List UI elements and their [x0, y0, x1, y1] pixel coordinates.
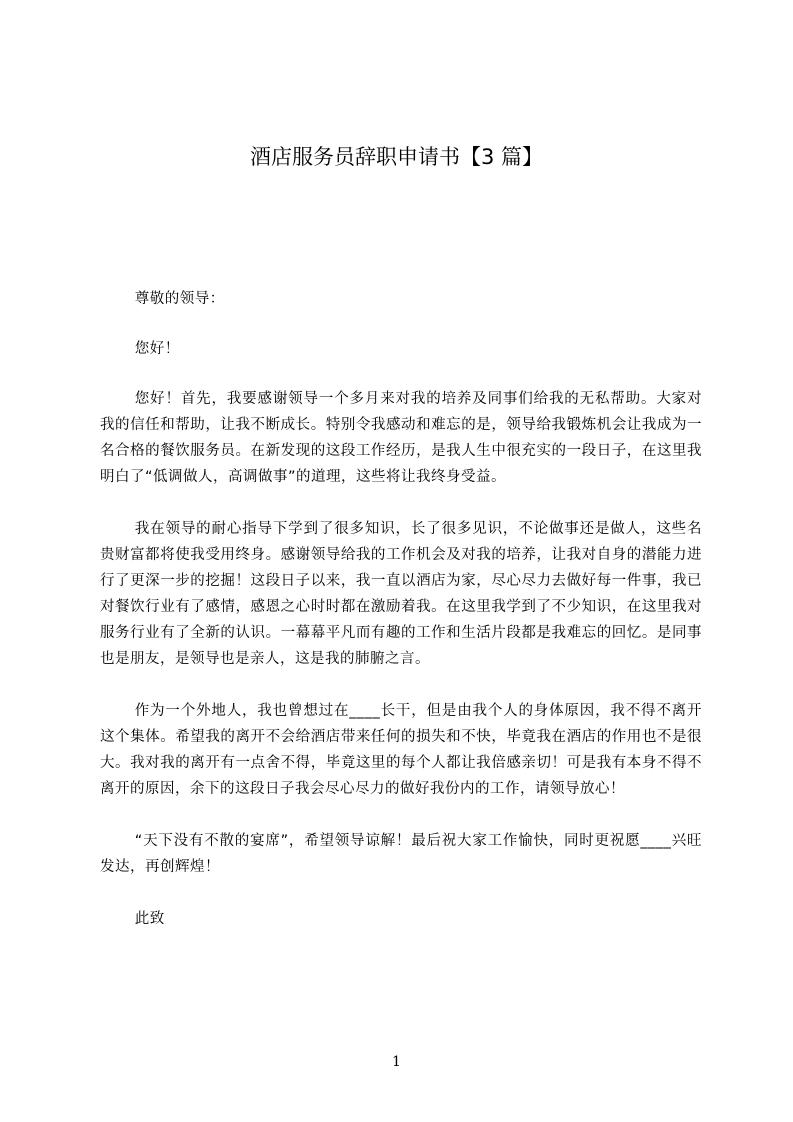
- letter-body: [100, 286, 702, 958]
- greeting: 您好！: [134, 341, 180, 357]
- paragraph-farewell: “天下没有不散的宴席”，希望领导谅解！最后祝大家工作愉快，同时更祝愿____兴旺发达，再创辉煌！: [100, 833, 702, 875]
- page-title: 酒店服务员辞职申请书【3 篇】: [249, 145, 544, 169]
- paragraph-learning: 我在领导的耐心指导下学到了很多知识，长了很多见识，不论做事还是做人，这些名贵财富都将使我受用终身。感谢领导给我的工作机会及对我的培养，让我对自身的潜能力进行了更深一步的挖掘！这段日子以来，我一直以酒店为家，尽心尽力去做好每一件事，我已对餐饮行业有了感情，感恩之心时时都在激励着我。在这里我学到了不少知识，在这里我对服务行业有了全新的认识。一幕幕平凡而有趣的工作和生活片段都是我难忘的回忆。是同事也是朋友，是领导也是亲人，这是我的肺腑之言。: [100, 521, 702, 667]
- paragraph-reason: 作为一个外地人，我也曾想过在____长干，但是由我个人的身体原因，我不得不离开这个集体。希望我的离开不会给酒店带来任何的损失和不快，毕竟我在酒店的作用也不是很大。我对我的离开有一点舍不得，毕竟这里的每个人都让我倍感亲切！可是我有本身不得不离开的原因，余下的这段日子我会尽心尽力的做好我份内的工作，请领导放心！: [100, 703, 702, 797]
- salutation: 尊敬的领导：: [134, 291, 225, 307]
- closing-line: 此致: [134, 911, 165, 927]
- paragraph-gratitude: 您好！首先，我要感谢领导一个多月来对我的培养及同事们给我的无私帮助。大家对我的信任和帮助，让我不断成长。特别令我感动和难忘的是，领导给我锻炼机会让我成为一名合格的餐饮服务员。在新发现的这段工作经历，是我人生中很充实的一段日子，在这里我明白了“低调做人，高调做事”的道理，这些将让我终身受益。: [100, 391, 702, 485]
- page-number: 1: [392, 1054, 401, 1070]
